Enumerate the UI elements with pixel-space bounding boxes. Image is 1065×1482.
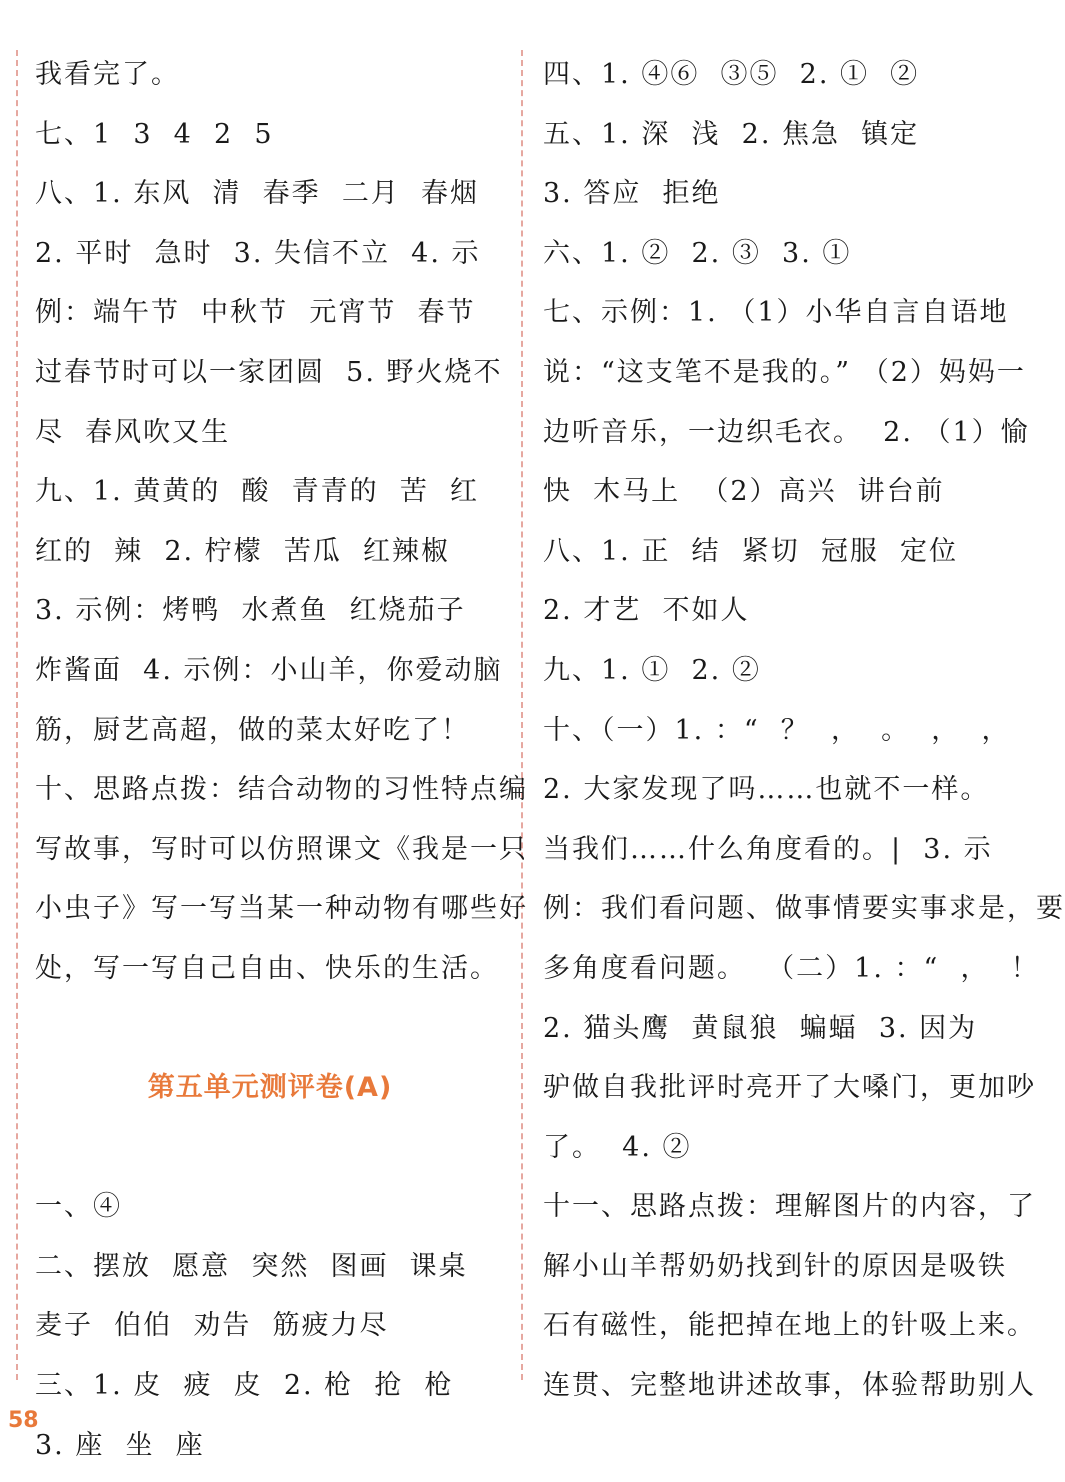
answer-line: 说：“这支笔不是我的。” （2）妈妈一 (543, 356, 1026, 388)
answer-line: 尽 春风吹又生 (35, 416, 231, 448)
answer-line: 驴做自我批评时亮开了大嗓门，更加吵 (543, 1072, 1036, 1104)
answer-line: 3. 答应 拒绝 (543, 178, 721, 210)
answer-line: 小虫子》写一写当某一种动物有哪些好 (35, 893, 528, 925)
answer-line: 3. 座 坐 座 (35, 1429, 205, 1461)
answer-line: 炸酱面 4. 示例：小山羊，你爱动脑 (35, 654, 503, 686)
answer-line: 麦子 伯伯 劝告 筋疲力尽 (35, 1310, 389, 1342)
page-number: 58 (8, 1408, 39, 1433)
answer-line: 十、思路点拨：结合动物的习性特点编 (35, 774, 528, 806)
answer-line: 边听音乐，一边织毛衣。 2. （1）愉 (543, 416, 1030, 448)
answer-line: 石有磁性，能把掉在地上的针吸上来。 (543, 1310, 1036, 1342)
answer-line: 四、1. ④⑥ ③⑤ 2. ① ② (543, 59, 920, 90)
answer-line: 二、摆放 愿意 突然 图画 课桌 (35, 1250, 468, 1282)
answer-line: 写故事，写时可以仿照课文《我是一只 (35, 833, 528, 865)
answer-line: 三、1. 皮 疲 皮 2. 枪 抢 枪 (35, 1370, 454, 1402)
section-title: 第五单元测评卷(A) (147, 1072, 393, 1104)
answer-line: 九、1. ① 2. ② (543, 654, 761, 686)
answer-line: 十一、思路点拨：理解图片的内容，了 (543, 1191, 1036, 1223)
left-answer-column (35, 52, 528, 1482)
center-divider-rule (521, 50, 523, 1380)
answer-line: 2. 才艺 不如人 (543, 595, 750, 627)
answer-line: 九、1. 黄黄的 酸 青青的 苦 红 (35, 476, 480, 508)
answer-line: 过春节时可以一家团圆 5. 野火烧不 (35, 356, 503, 388)
answer-line: 我看完了。 (35, 59, 180, 90)
right-answer-column (543, 52, 1065, 1423)
answer-line: 十、（一）1. ：“ ？ ， 。 ， ， (543, 714, 1011, 746)
answer-line: 八、1. 正 结 紧切 冠服 定位 (543, 535, 959, 567)
answer-line: 处，写一写自己自由、快乐的生活。 (35, 952, 499, 984)
answer-line: 七、示例：1. （1）小华自言自语地 (543, 297, 1009, 329)
answer-line: 多角度看问题。 （二）1. ：“ ， ！ (543, 952, 1040, 984)
answer-line: 一、④ (35, 1191, 122, 1223)
answer-line: 红的 辣 2. 柠檬 苦瓜 红辣椒 (35, 535, 451, 567)
answer-line: 2. 大家发现了吗……也就不一样。 (543, 774, 990, 806)
answer-line: 五、1. 深 浅 2. 焦急 镇定 (543, 118, 920, 150)
answer-line: 七、1 3 4 2 5 (35, 118, 274, 150)
answer-line: 了。 4. ② (543, 1131, 692, 1163)
answer-line: 八、1. 东风 清 春季 二月 春烟 (35, 178, 480, 210)
answer-line: 当我们……什么角度看的。| 3. 示 (543, 833, 993, 865)
answer-line: 连贯、完整地讲述故事，体验帮助别人 (543, 1370, 1036, 1402)
answer-line: 解小山羊帮奶奶找到针的原因是吸铁 (543, 1250, 1007, 1282)
answer-line: 例：端午节 中秋节 元宵节 春节 (35, 297, 476, 329)
left-margin-rule (16, 50, 18, 1380)
answer-line: 筋，厨艺高超，做的菜太好吃了！ (35, 714, 470, 746)
answer-line: 例：我们看问题、做事情要实事求是，要 (543, 893, 1065, 925)
answer-line: 2. 猫头鹰 黄鼠狼 蝙蝠 3. 因为 (543, 1012, 978, 1044)
answer-line: 六、1. ② 2. ③ 3. ① (543, 237, 852, 269)
answer-line: 快 木马上 （2）高兴 讲台前 (543, 476, 945, 508)
answer-line: 3. 示例：烤鸭 水煮鱼 红烧茄子 (35, 595, 466, 627)
answer-line: 2. 平时 急时 3. 失信不立 4. 示 (35, 237, 481, 269)
